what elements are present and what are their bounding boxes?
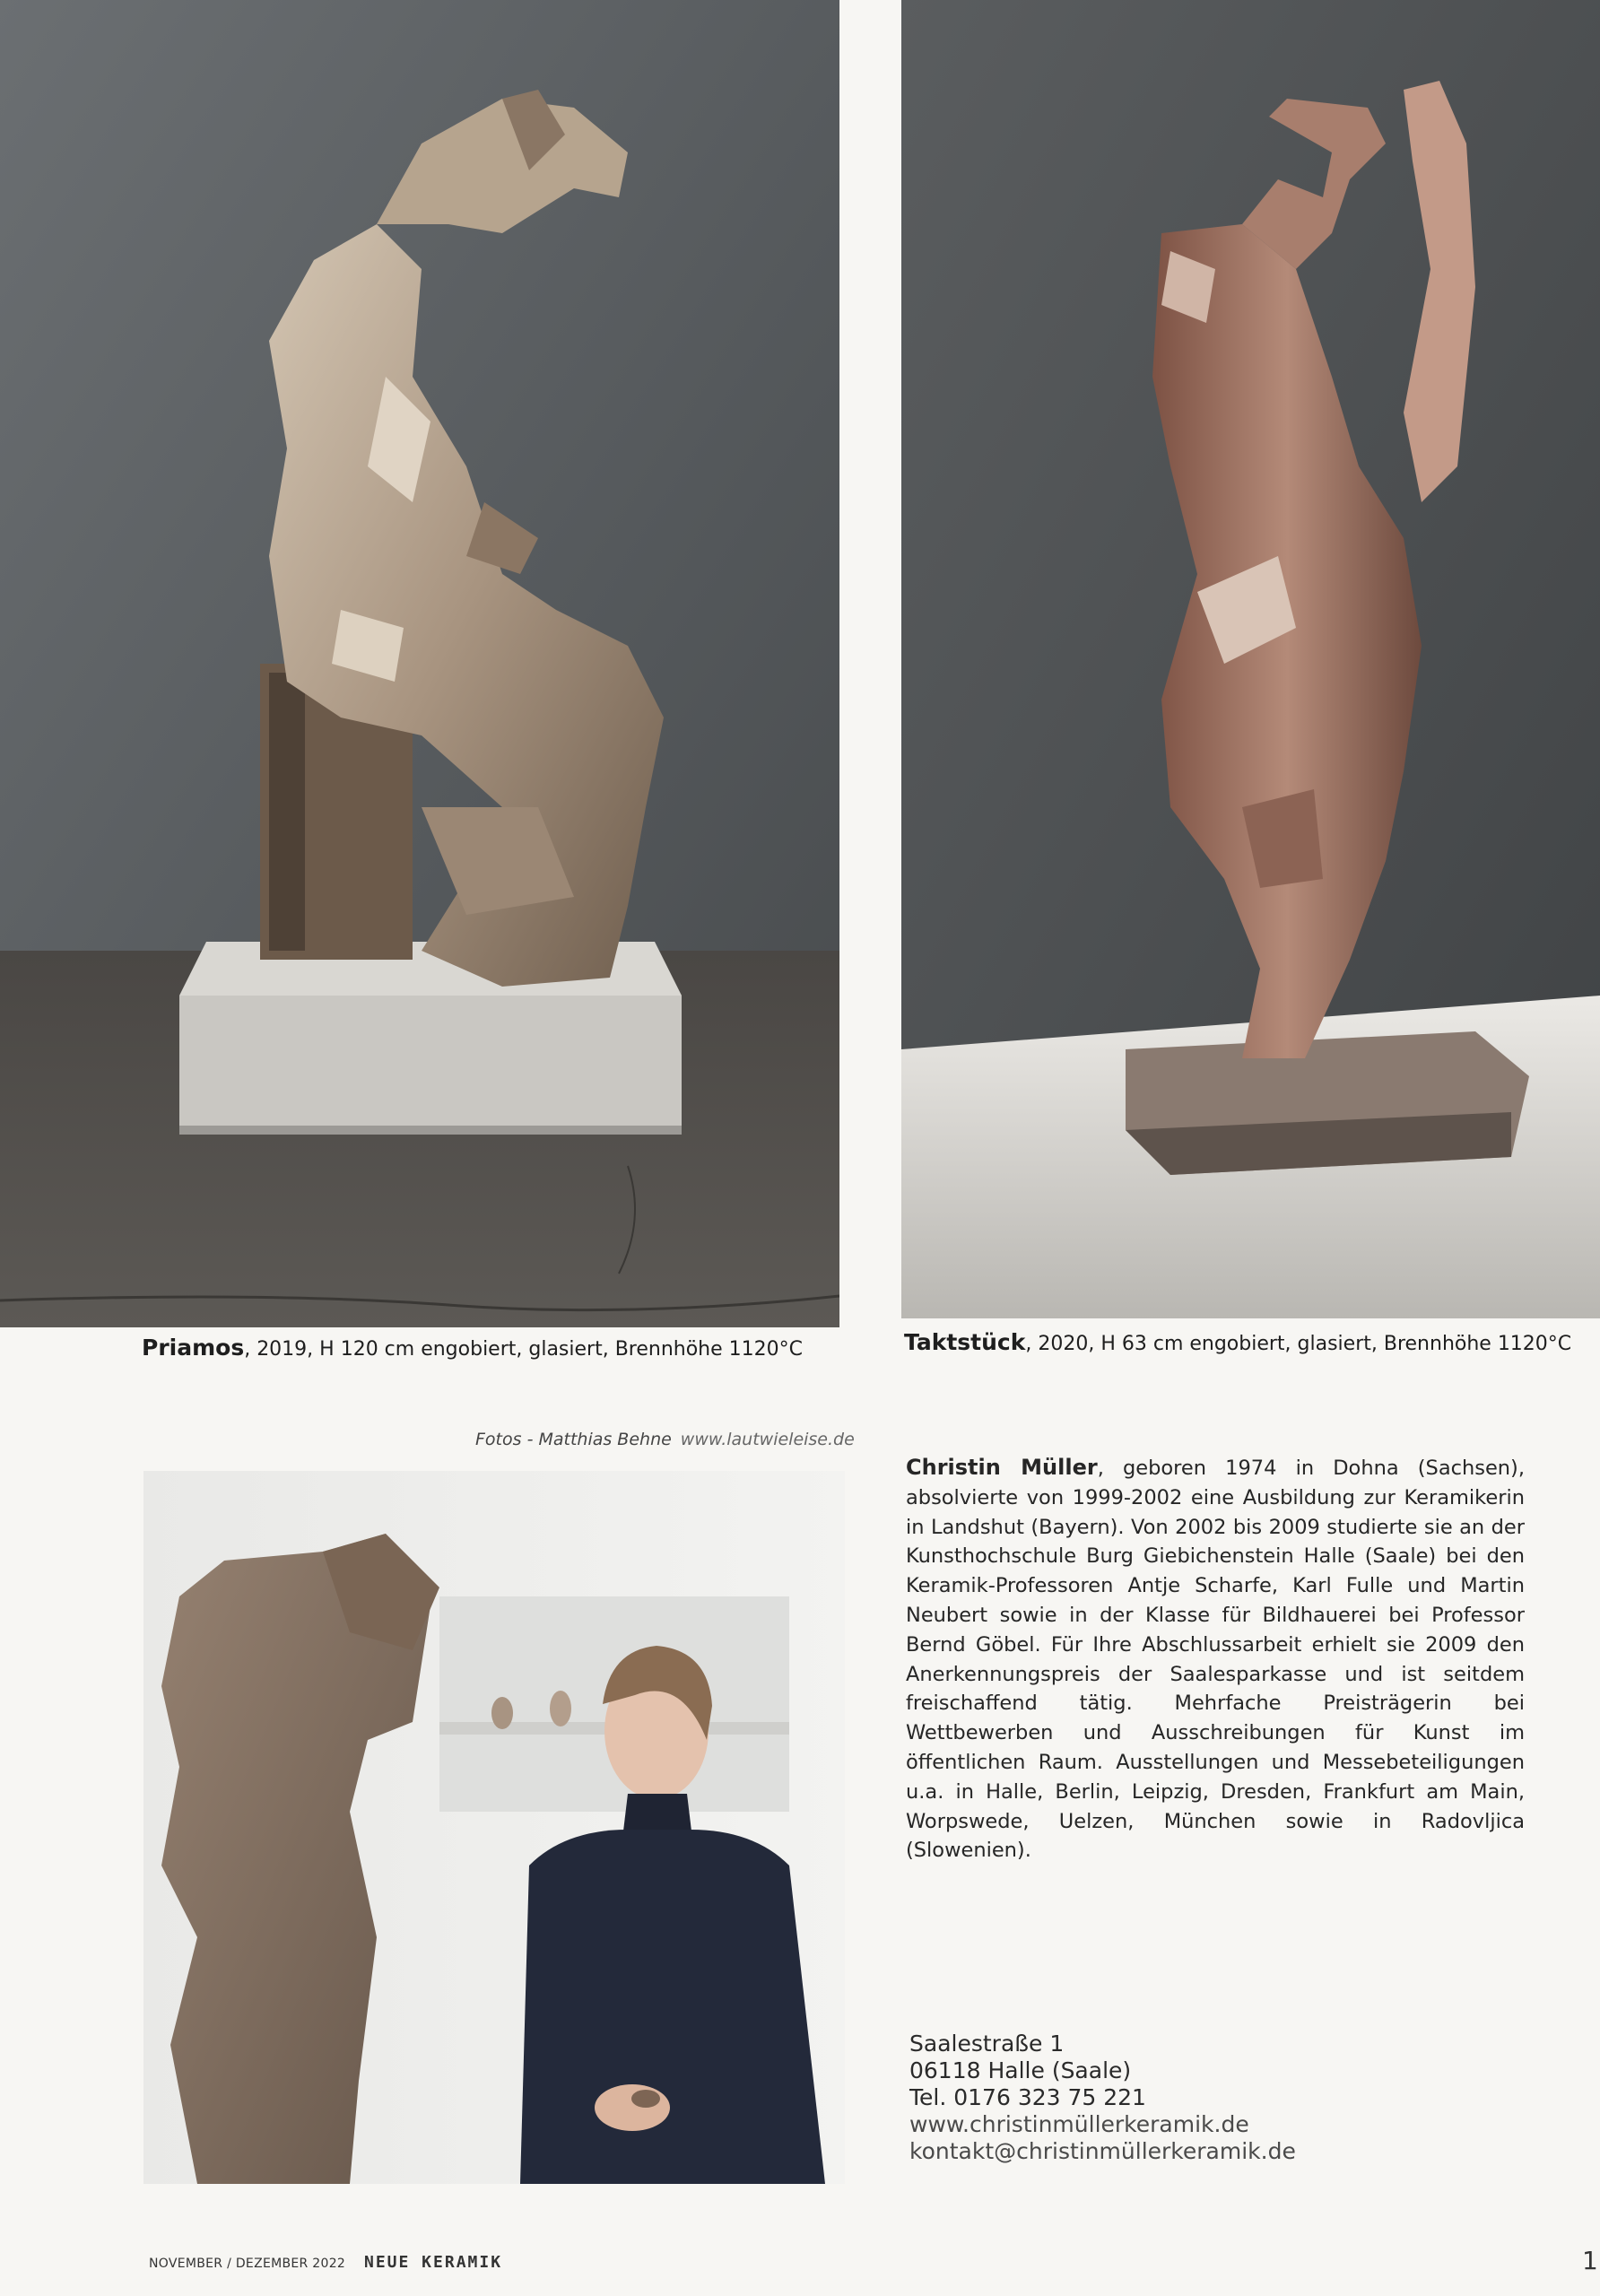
caption-taktstueck-details: , 2020, H 63 cm engobiert, glasiert, Brennhöhe 1120°C [1025,1333,1572,1355]
caption-taktstueck [904,1329,1571,1355]
footer-magazine-logo: NEUE KERAMIK [364,2253,503,2272]
contact-block [909,2031,1296,2165]
photo-credit [475,1430,855,1449]
photo-artist-portrait [143,1471,845,2184]
contact-email-link[interactable]: kontakt@christinmüllerkeramik.de [909,2138,1296,2164]
contact-street: Saalestraße 1 [909,2031,1065,2057]
page-number: 1 [1582,2246,1598,2275]
artist-bio-text: , geboren 1974 in Dohna (Sachsen), absolvierte von 1999-2002 eine Ausbildung zur Keramikerin in Landshut (Bayern). Von 2002 bis 2009 studierte sie an der Kunsthochschule Burg Giebichenstein Halle (Saale) bei den Keramik-Professoren Antje Scharfe, Karl Fulle und Martin Neubert sowie in der Klasse für Bildhauerei bei Professor Bernd Göbel. Für Ihre Abschlussarbeit erhielt sie 2009 den Anerkennungspreis der Saalesparkasse und ist seitdem freischaffend tätig. Mehrfache Preisträgerin bei Wettbewerben und Ausschreibungen für Kunst im öffentlichen Raum. Ausstellungen und Messebeteiligungen u.a. in Halle, Berlin, Leipzig, Dresden, Frankfurt am Main, Worpswede, Uelzen, München sowie in Radovljica (Slowenien). [906,1457,1525,1863]
photo-credit-url[interactable]: www.lautwieleise.de [680,1430,855,1449]
artist-biography [906,1453,1525,1866]
caption-taktstueck-title: Taktstück [904,1329,1026,1355]
contact-website-link[interactable]: www.christinmüllerkeramik.de [909,2111,1249,2137]
caption-priamos [142,1335,803,1361]
photo-credit-text: Fotos - Matthias Behne [475,1430,672,1449]
photo-taktstueck-sculpture [901,0,1600,1318]
footer-issue-date: NOVEMBER / DEZEMBER 2022 [149,2257,346,2271]
artist-name: Christin Müller [906,1455,1098,1480]
photo-priamos-sculpture [0,0,839,1327]
caption-priamos-details: , 2019, H 120 cm engobiert, glasiert, Brennhöhe 1120°C [244,1338,804,1361]
contact-city: 06118 Halle (Saale) [909,2057,1132,2083]
caption-priamos-title: Priamos [142,1335,245,1361]
contact-phone: Tel. 0176 323 75 221 [909,2084,1146,2110]
